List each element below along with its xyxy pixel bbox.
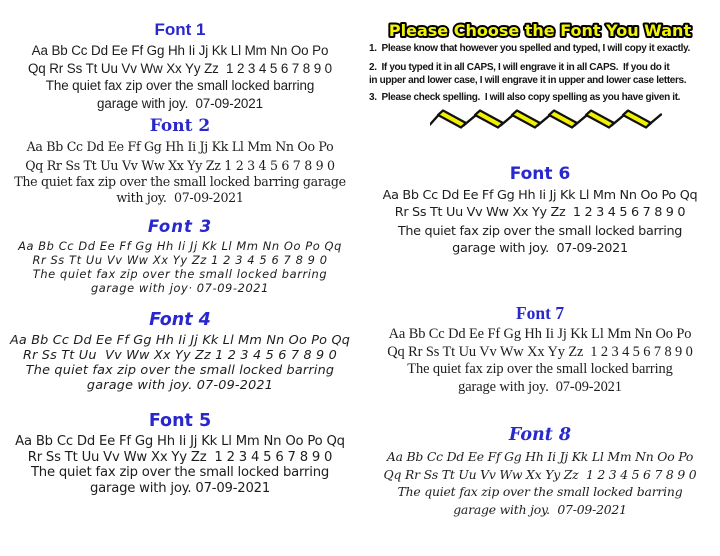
- font-sample-4-line-2: Rr Ss Tt Uu Vv Ww Xx Yy Zz 1 2 3 4 5 6 7 8 9 0: [22, 348, 338, 363]
- font-sample-6: [364, 165, 716, 257]
- font-sample-3-line-1: Aa Bb Cc Dd Ee Ff Gg Hh Ii Jj Kk Ll Mm Nn Oo Po Qq: [18, 239, 342, 253]
- font-sample-3-line-2: Rr Ss Tt Uu Vv Ww Xx Yy Zz 1 2 3 4 5 6 7 8 9 0: [32, 253, 328, 267]
- instruction-2: [369, 62, 719, 87]
- instruction-2-line-2: in upper and lower case, I will engrave it in upper and lower case letters.: [369, 74, 687, 86]
- font-sample-7-line-1: Aa Bb Cc Dd Ee Ff Gg Hh Ii Jj Kk Ll Mm Nn Oo Po: [388, 326, 692, 342]
- font-sample-5-line-3: The quiet fax zip over the small locked barring: [30, 465, 330, 480]
- font-sample-7-line-3: The quiet fax zip over the small locked barring: [407, 361, 673, 377]
- font-sample-3-line-3: The quiet fax zip over the small locked barring: [32, 267, 328, 281]
- font-sample-1-title: Font 1: [154, 20, 206, 39]
- font-sample-4-line-1: Aa Bb Cc Dd Ee Ff Gg Hh Ii Jj Kk Ll Mm Nn Oo Po Qq: [9, 333, 351, 348]
- font-sample-4-title: Font 4: [149, 310, 211, 330]
- font-sample-1-line-4: garage with joy. 07-09-2021: [97, 95, 263, 111]
- font-sample-5-title: Font 5: [148, 411, 212, 431]
- font-sample-7: [364, 304, 716, 396]
- font-sample-1-line-2: Qq Rr Ss Tt Uu Vv Ww Xx Yy Zz 1 2 3 4 5 6 7 8 9 0: [27, 60, 333, 76]
- font-sample-3: [2, 217, 358, 295]
- font-sample-8: [364, 426, 716, 518]
- font-sample-5: [2, 412, 358, 496]
- font-sample-1: [2, 20, 358, 112]
- font-sample-6-line-4: garage with joy. 07-09-2021: [452, 241, 628, 256]
- font-sample-3-title: Font 3: [147, 217, 213, 236]
- font-sample-8-title: Font 8: [508, 425, 572, 445]
- instruction-1: [369, 43, 719, 56]
- font-sample-8-line-4: garage with joy. 07-09-2021: [453, 501, 627, 517]
- instruction-2-line-1: 2. If you typed it in all CAPS, I will engrave it in all CAPS. If you do it: [369, 62, 670, 73]
- instruction-3-line-1: 3. Please check spelling. I will also copy spelling as you have given it.: [369, 92, 681, 103]
- font-sample-5-line-1: Aa Bb Cc Dd Ee Ff Gg Hh Ii Jj Kk Ll Mm Nn Oo Po Qq: [15, 434, 345, 449]
- font-sample-7-line-4: garage with joy. 07-09-2021: [458, 378, 622, 395]
- zigzag-divider-icon: [430, 107, 662, 131]
- instruction-3: [369, 92, 719, 105]
- font-sample-4-line-3: The quiet fax zip over the small locked barring: [25, 363, 335, 378]
- font-sample-7-title: Font 7: [515, 303, 565, 323]
- font-sample-2-line-2: Qq Rr Ss Tt Uu Vv Ww Xx Yy Zz 1 2 3 4 5 6 7 8 9 0: [25, 158, 335, 173]
- font-sample-4-line-4: garage with joy. 07-09-2021: [86, 378, 274, 393]
- font-sample-6-line-1: Aa Bb Cc Dd Ee Ff Gg Hh Ii Jj Kk Ll Mm Nn Oo Po Qq: [382, 188, 698, 203]
- font-sample-2-line-3: The quiet fax zip over the small locked barring garage: [14, 174, 346, 189]
- instruction-1-line-1: 1. Please know that however you spelled and typed, I will copy it exactly.: [369, 43, 690, 54]
- font-sample-2-title: Font 2: [149, 116, 211, 136]
- header-title: Please Choose the Font You Want: [388, 21, 692, 40]
- font-sample-4: [2, 311, 358, 393]
- font-sample-3-line-4: garage with joy· 07-09-2021: [90, 281, 270, 295]
- font-sample-5-line-4: garage with joy. 07-09-2021: [89, 480, 271, 496]
- font-sample-2-line-4: with joy. 07-09-2021: [116, 190, 244, 205]
- font-sample-5-line-2: Rr Ss Tt Uu Vv Ww Xx Yy Zz 1 2 3 4 5 6 7 8 9 0: [27, 449, 333, 465]
- font-sample-6-title: Font 6: [509, 164, 571, 184]
- font-sample-2-line-1: Aa Bb Cc Dd Ee Ff Gg Hh Ii Jj Kk Ll Mm Nn Oo Po: [26, 139, 334, 154]
- font-sample-8-line-3: The quiet fax zip over the small locked barring: [397, 484, 683, 499]
- font-sample-6-line-2: Rr Ss Tt Uu Vv Ww Xx Yy Zz 1 2 3 4 5 6 7 8 9 0: [394, 205, 686, 220]
- font-sample-8-line-2: Qq Rr Ss Tt Uu Vv Ww Xx Yy Zz 1 2 3 4 5 6 7 8 9 0: [383, 466, 697, 482]
- font-sample-1-line-1: Aa Bb Cc Dd Ee Ff Gg Hh Ii Jj Kk Ll Mm Nn Oo Po: [31, 43, 329, 58]
- font-sample-2: [2, 117, 358, 206]
- header-banner: [375, 17, 705, 43]
- font-sample-6-line-3: The quiet fax zip over the small locked barring: [397, 224, 683, 239]
- font-sample-8-line-1: Aa Bb Cc Dd Ee Ff Gg Hh Ii Jj Kk Ll Mm Nn Oo Po: [386, 449, 694, 464]
- font-sample-7-line-2: Qq Rr Ss Tt Uu Vv Ww Xx Yy Zz 1 2 3 4 5 6 7 8 9 0: [387, 343, 693, 360]
- font-sample-1-line-3: The quiet fax zip over the small locked barring: [45, 78, 315, 93]
